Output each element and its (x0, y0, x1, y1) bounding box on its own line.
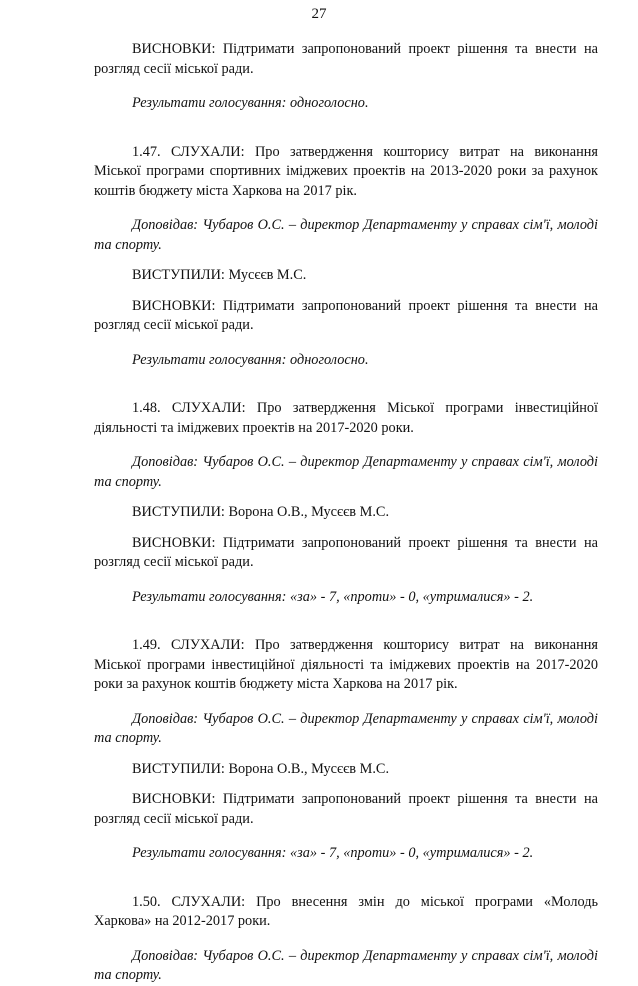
speakers-list: ВИСТУПИЛИ: Ворона О.В., Мусєєв М.С. (132, 504, 390, 520)
voting-result: Результати голосування: одноголосно. (132, 95, 369, 111)
speakers-list: ВИСТУПИЛИ: Мусєєв М.С. (132, 267, 307, 283)
speaker-paragraph: Доповідав: Чубаров О.С. – директор Департаменту у справах сім'ї, молоді та спорту. (94, 947, 598, 983)
speaker-paragraph: Доповідав: Чубаров О.С. – директор Департаменту у справах сім'ї, молоді та спорту. (94, 217, 598, 253)
document-body (94, 40, 598, 986)
voting-result: Результати голосування: одноголосно. (132, 351, 369, 368)
voting-result: Результати голосування: «за» - 7, «проти» - 0, «утрималися» - 2. (132, 588, 534, 605)
conclusion-paragraph: ВИСНОВКИ: Підтримати запропонований проект рішення та внести на розгляд сесії міської ради. (94, 297, 598, 333)
conclusion-paragraph: ВИСНОВКИ: Підтримати запропонований проект рішення та внести на розгляд сесії міської ради. (94, 791, 598, 827)
conclusion-paragraph: ВИСНОВКИ: Підтримати запропонований проект рішення та внести на розгляд сесії міської ради. (94, 41, 598, 77)
heard-item-1-49: 1.49. СЛУХАЛИ: Про затвердження кошторису витрат на виконання Міської програми інвестиційної діяльності та іміджевих проектів на 2017-2020 роки за рахунок коштів бюджету міста Харкова на 2017 рік. (94, 637, 598, 692)
heard-item-1-47: 1.47. СЛУХАЛИ: Про затвердження кошторису витрат на виконання Міської програми спортивних іміджевих проектів на 2013-2020 роки за рахунок коштів бюджету міста Харкова на 2017 рік. (94, 143, 598, 199)
speaker-paragraph: Доповідав: Чубаров О.С. – директор Департаменту у справах сім'ї, молоді та спорту. (94, 710, 598, 746)
heard-item-1-50: 1.50. СЛУХАЛИ: Про внесення змін до міської програми «Молодь Харкова» на 2012-2017 роки. (94, 893, 598, 929)
speakers-list: ВИСТУПИЛИ: Ворона О.В., Мусєєв М.С. (132, 760, 390, 777)
conclusion-paragraph: ВИСНОВКИ: Підтримати запропонований проект рішення та внести на розгляд сесії міської ради. (94, 534, 598, 570)
voting-result: Результати голосування: «за» - 7, «проти» - 0, «утрималися» - 2. (132, 845, 534, 861)
heard-item-1-48: 1.48. СЛУХАЛИ: Про затвердження Міської програми інвестиційної діяльності та іміджевих проектів на 2017-2020 роки. (94, 400, 598, 436)
page-number: 27 (311, 6, 327, 22)
speaker-paragraph: Доповідав: Чубаров О.С. – директор Департаменту у справах сім'ї, молоді та спорту. (94, 454, 598, 490)
